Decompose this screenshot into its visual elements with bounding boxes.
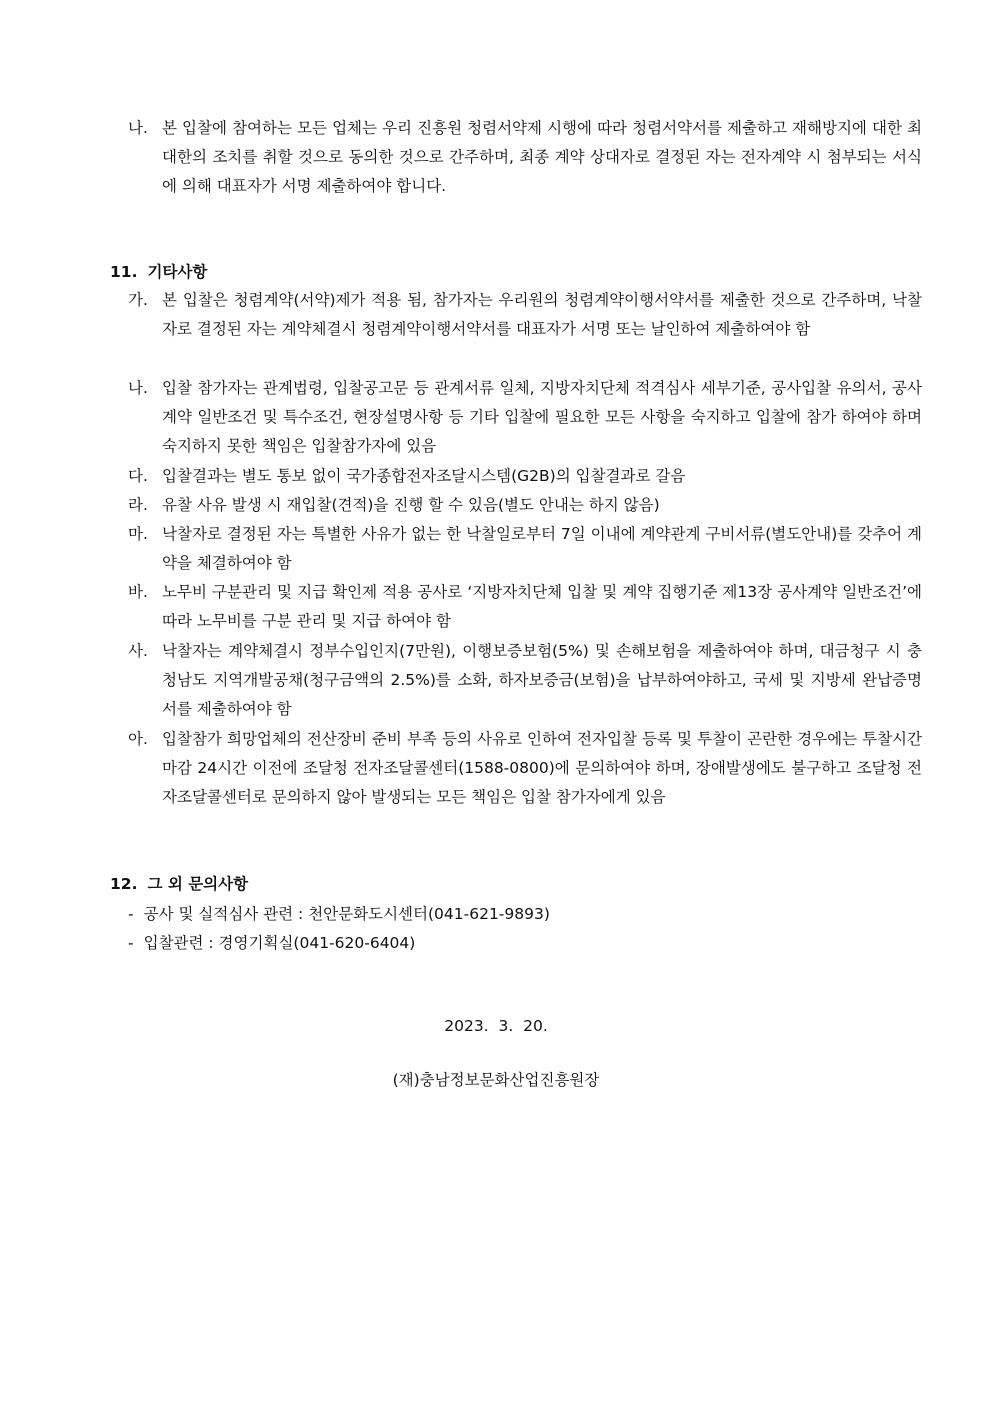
section-12-heading bbox=[110, 870, 248, 899]
sec11-item-ga bbox=[128, 286, 922, 344]
item-text: 낙찰자로 결정된 자는 특별한 사유가 없는 한 낙찰일로부터 7일 이내에 계약관계 구비서류(별도안내)를 갖추어 계약을 체결하여야 함 bbox=[162, 525, 922, 572]
item-text: 본 입찰에 참여하는 모든 업체는 우리 진흥원 청렴서약제 시행에 따라 청렴서약서를 제출하고 재해방지에 대한 최대한의 조치를 취할 것으로 동의한 것으로 간주하며, 최종 계약 상대자로 결정된 자는 전자계약 시 첨부되는 서식에 의해 대표자가 서명 제출하여야 합니다. bbox=[162, 119, 922, 195]
item-marker: 아. bbox=[128, 730, 148, 748]
item-marker: 바. bbox=[128, 583, 148, 601]
bullet-dash: - bbox=[128, 905, 134, 923]
sec11-item-a bbox=[128, 725, 922, 812]
item-marker: 가. bbox=[128, 291, 148, 309]
contact-item bbox=[128, 929, 415, 958]
sec11-item-ba bbox=[128, 578, 922, 636]
section-number: 11. bbox=[110, 263, 138, 281]
item-text: 유찰 사유 발생 시 재입찰(견적)을 진행 할 수 있음(별도 안내는 하지 않음) bbox=[162, 496, 660, 514]
item-marker: 나. bbox=[128, 119, 148, 137]
item-text: 입찰결과는 별도 통보 없이 국가종합전자조달시스템(G2B)의 입찰결과로 갈음 bbox=[162, 467, 686, 485]
item-text: 본 입찰은 청렴계약(서약)제가 적용 됨, 참가자는 우리원의 청렴계약이행서약서를 제출한 것으로 간주하며, 낙찰자로 결정된 자는 계약체결시 청렴계약이행서약서를 대표자가 서명 또는 날인하여 제출하여야 함 bbox=[162, 291, 922, 338]
sec10-item-na bbox=[128, 114, 922, 201]
item-marker: 사. bbox=[128, 642, 148, 660]
contact-text: 공사 및 실적심사 관련 : 천안문화도시센터(041-621-9893) bbox=[143, 905, 550, 923]
issuer-name: (재)충남정보문화산업진흥원장 bbox=[392, 1071, 600, 1089]
bullet-dash: - bbox=[128, 934, 134, 952]
sec11-item-ma bbox=[128, 520, 922, 578]
contact-text: 입찰관련 : 경영기획실(041-620-6404) bbox=[143, 934, 416, 952]
section-title: 그 외 문의사항 bbox=[147, 875, 249, 893]
item-marker: 라. bbox=[128, 496, 148, 514]
sec11-item-da bbox=[128, 462, 922, 491]
sec11-item-na bbox=[128, 374, 922, 461]
item-text: 입찰 참가자는 관계법령, 입찰공고문 등 관계서류 일체, 지방자치단체 적격심사 세부기준, 공사입찰 유의서, 공사계약 일반조건 및 특수조건, 현장설명사항 등 기타 입찰에 필요한 모든 사항을 숙지하고 입찰에 참가 하여야 하며 숙지하지 못한 책임은 입찰참가자에 있음 bbox=[162, 379, 922, 455]
item-marker: 마. bbox=[128, 525, 148, 543]
section-11-heading bbox=[110, 258, 207, 287]
item-text: 노무비 구분관리 및 지급 확인제 적용 공사로 ‘지방자치단체 입찰 및 계약 집행기준 제13장 공사계약 일반조건’에 따라 노무비를 구분 관리 및 지급 하여야 함 bbox=[162, 583, 922, 630]
item-marker: 다. bbox=[128, 467, 148, 485]
document-date: 2023. 3. 20. bbox=[444, 1017, 548, 1035]
sec11-item-sa bbox=[128, 637, 922, 724]
section-title: 기타사항 bbox=[147, 263, 208, 281]
item-marker: 나. bbox=[128, 379, 148, 397]
item-text: 낙찰자는 계약체결시 정부수입인지(7만원), 이행보증보험(5%) 및 손해보험을 제출하여야 하며, 대금청구 시 충청남도 지역개발공채(청구금액의 2.5%)를 소화, 하자보증금(보험)을 납부하여야하고, 국세 및 지방세 완납증명서를 제출하여야 함 bbox=[162, 642, 922, 718]
section-number: 12. bbox=[110, 875, 138, 893]
contact-item bbox=[128, 900, 550, 929]
sec11-item-ra bbox=[128, 491, 922, 520]
item-text: 입찰참가 희망업체의 전산장비 준비 부족 등의 사유로 인하여 전자입찰 등록 및 투찰이 곤란한 경우에는 투찰시간 마감 24시간 이전에 조달청 전자조달콜센터(1588-0800)에 문의하여야 하며, 장애발생에도 불구하고 조달청 전자조달콜센터로 문의하지 않아 발생되는 모든 책임은 입찰 참가자에게 있음 bbox=[162, 730, 922, 806]
